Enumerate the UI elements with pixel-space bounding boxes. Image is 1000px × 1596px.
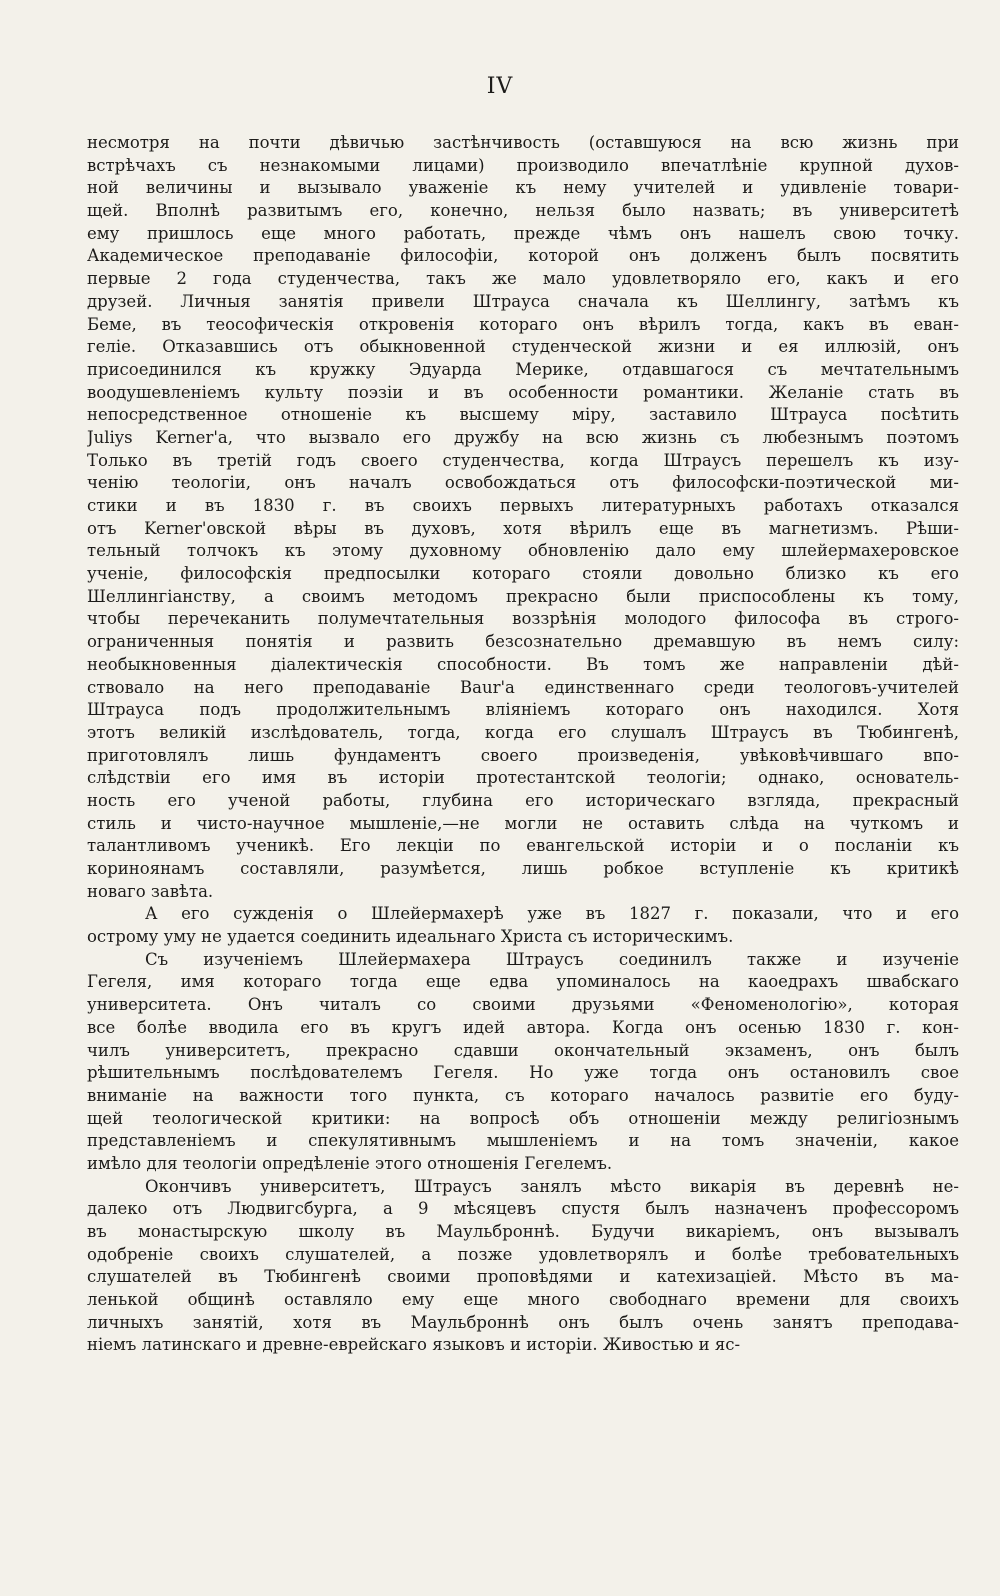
text-line: отъ Kerner'овской вѣры въ духовъ, хотя вѣрилъ еще въ магнетизмъ. Рѣши-: [87, 518, 959, 538]
text-line: слѣдствіи его имя въ исторіи протестантской теологіи; однако, основатель-: [87, 768, 959, 788]
text-line: ствовало на него преподаваніе Baur'а единственнаго среди теологовъ-учителей: [87, 677, 959, 697]
text-line: слушателей въ Тюбингенѣ своими проповѣдями и катехизаціей. Мѣсто въ ма-: [87, 1267, 959, 1287]
text-line: университета. Онъ читалъ со своими друзьями «Феноменологію», которая: [87, 995, 959, 1015]
text-line: тельный толчокъ къ этому духовному обновленію дало ему шлейермахеровское: [87, 541, 959, 561]
text-line: ограниченныя понятія и развить безсознательно дремавшую въ немъ силу:: [87, 632, 959, 652]
text-line: ніемъ латинскаго и древне-еврейскаго языковъ и исторіи. Живостью и яс-: [87, 1335, 741, 1355]
text-line: все болѣе вводила его въ кругъ идей автора. Когда онъ осенью 1830 г. кон-: [87, 1017, 959, 1037]
text-line: Съ изученіемъ Шлейермахера Штраусъ соединилъ также и изученіе: [145, 949, 959, 969]
text-line: первые 2 года студенчества, такъ же мало удовлетворяло его, какъ и его: [87, 269, 959, 289]
text-line: Juliys Kerner'а, что вызвало его дружбу на всю жизнь съ любезнымъ поэтомъ: [87, 427, 959, 447]
text-line: воодушевленіемъ культу поэзіи и въ особенности романтики. Желаніе стать въ: [87, 382, 959, 402]
text-line: встрѣчахъ съ незнакомыми лицами) производило впечатлѣніе крупной духов-: [87, 155, 959, 175]
text-line: щей. Вполнѣ развитымъ его, конечно, нельзя было назвать; въ университетѣ: [87, 201, 959, 221]
text-line: Академическое преподаваніе философіи, которой онъ долженъ былъ посвятить: [87, 246, 959, 266]
text-line: друзей. Личныя занятія привели Штрауса сначала къ Шеллингу, затѣмъ къ: [87, 291, 959, 311]
text-line: Беме, въ теософическія откровенія котораго онъ вѣрилъ тогда, какъ въ еван-: [87, 314, 959, 334]
text-line: А его сужденія о Шлейермахерѣ уже въ 1827 г. показали, что и его: [145, 904, 959, 924]
text-line: талантливомъ ученикѣ. Его лекціи по евангельской исторіи и о посланіи къ: [87, 836, 959, 856]
text-line: стиль и чисто-научное мышленіе,—не могли не оставить слѣда на чуткомъ и: [87, 813, 959, 833]
text-line: ченію теологіи, онъ началъ освобождаться отъ философски-поэтической ми-: [87, 473, 959, 493]
text-line: ученіе, философскія предпосылки котораго стояли довольно близко къ его: [87, 564, 959, 584]
text-line: чилъ университетъ, прекрасно сдавши окончательный экзаменъ, онъ былъ: [87, 1040, 959, 1060]
text-line: непосредственное отношеніе къ высшему міру, заставило Штрауса посѣтить: [87, 405, 959, 425]
text-line: Только въ третій годъ своего студенчества, когда Штраусъ перешелъ къ изу-: [87, 450, 959, 470]
text-line: ему пришлось еще много работать, прежде чѣмъ онъ нашелъ свою точку.: [87, 223, 959, 243]
text-line: имѣло для теологіи опредѣленіе этого отношенія Гегелемъ.: [87, 1153, 613, 1173]
text-line: Окончивъ университетъ, Штраусъ занялъ мѣсто викарія въ деревнѣ не-: [145, 1176, 959, 1196]
text-line: кориноянамъ составляли, разумѣется, лишь робкое вступленіе къ критикѣ: [87, 859, 959, 878]
text-line: новаго завѣта.: [87, 881, 214, 901]
paragraph: [87, 1176, 959, 1358]
text-line: стики и въ 1830 г. въ своихъ первыхъ литературныхъ работахъ отказался: [87, 496, 959, 515]
text-line: вниманіе на важности того пункта, съ котораго началось развитіе его буду-: [87, 1085, 959, 1105]
text-line: въ монастырскую школу въ Маульброннѣ. Будучи викаріемъ, онъ вызывалъ: [87, 1222, 959, 1241]
text-line: Штрауса подъ продолжительнымъ вліяніемъ котораго онъ находился. Хотя: [87, 700, 959, 720]
text-line: Гегеля, имя котораго тогда еще едва упоминалось на каоедрахъ швабскаго: [87, 972, 959, 992]
page-number: IV: [486, 74, 514, 99]
text-line: ность его ученой работы, глубина его историческаго взгляда, прекрасный: [87, 790, 959, 810]
text-line: ной величины и вызывало уваженіе къ нему учителей и удивленіе товари-: [87, 178, 959, 198]
text-line: необыкновенныя діалектическія способности. Въ томъ же направленіи дѣй-: [87, 654, 959, 674]
paragraph: [87, 132, 959, 903]
body-text: [87, 132, 959, 1357]
text-line: далеко отъ Людвигсбурга, а 9 мѣсяцевъ спустя былъ назначенъ профессоромъ: [87, 1199, 959, 1219]
text-line: щей теологической критики: на вопросѣ объ отношеніи между религіознымъ: [87, 1108, 959, 1128]
paragraph: [87, 903, 959, 948]
text-line: представленіемъ и спекулятивнымъ мышленіемъ и на томъ значеніи, какое: [87, 1131, 959, 1151]
text-line: рѣшительнымъ послѣдователемъ Гегеля. Но уже тогда онъ остановилъ свое: [87, 1063, 959, 1083]
text-line: чтобы перечеканить полумечтательныя воззрѣнія молодого философа въ строго-: [87, 609, 959, 629]
text-line: острому уму не удается соединить идеальнаго Христа съ историческимъ.: [87, 927, 734, 947]
text-line: геліе. Отказавшись отъ обыкновенной студенческой жизни и ея иллюзій, онъ: [87, 337, 959, 357]
text-line: присоединился къ кружку Эдуарда Мерике, отдавшагося съ мечтательнымъ: [87, 359, 959, 379]
text-line: ленькой общинѣ оставляло ему еще много свободнаго времени для своихъ: [87, 1290, 959, 1310]
text-line: личныхъ занятій, хотя въ Маульброннѣ онъ былъ очень занятъ преподава-: [87, 1312, 959, 1332]
text-line: несмотря на почти дѣвичью застѣнчивость (оставшуюся на всю жизнь при: [87, 133, 959, 152]
paragraph: [87, 949, 959, 1176]
text-line: этотъ великій изслѣдователь, тогда, когда его слушалъ Штраусъ въ Тюбингенѣ,: [87, 722, 959, 742]
text-line: одобреніе своихъ слушателей, а позже удовлетворялъ и болѣе требовательныхъ: [87, 1244, 959, 1264]
text-line: приготовлялъ лишь фундаментъ своего произведенія, увѣковѣчившаго впо-: [87, 745, 959, 765]
text-line: Шеллингіанству, а своимъ методомъ прекрасно были приспособлены къ тому,: [87, 586, 959, 606]
